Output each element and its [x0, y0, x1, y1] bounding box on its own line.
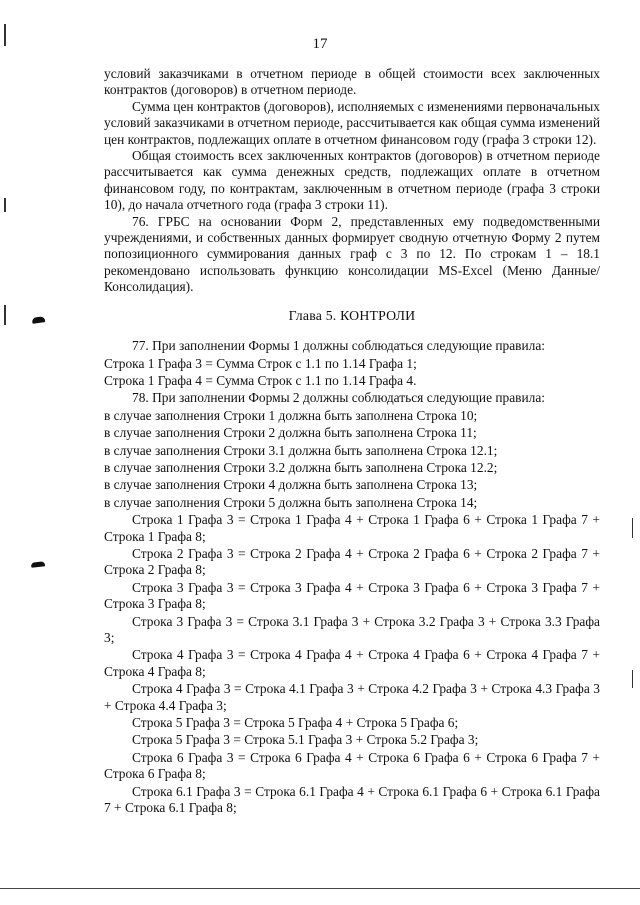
scan-edge-mark: [4, 198, 6, 212]
paragraph-total-cost: Общая стоимость всех заключенных контрактов (договоров) в отчетном периоде рассчитывается как сумма денежных средств, подлежащих оплате в отчетном финансовом году, по контрактам, заключенным в отчетном периоде (графа 3 строки 10), до начала отчетного года (графа 3 строки 11).: [104, 148, 600, 213]
rule-line: в случае заполнения Строки 3.1 должна быть заполнена Строка 12.1;: [104, 442, 498, 458]
chapter-heading: Глава 5. КОНТРОЛИ: [288, 307, 416, 323]
paragraph-contract-changes: Сумма цен контрактов (договоров), исполняемых с изменениями первоначальных условий заказчиками в отчетном периоде, рассчитывается как общая сумма изменений цен контрактов, подлежащих оплате в отчетном финансовом году (графа 3 строки 12).: [104, 98, 600, 147]
rule-line: в случае заполнения Строки 3.2 должна быть заполнена Строка 12.2;: [104, 459, 498, 475]
rule-line: Строка 2 Графа 3 = Строка 2 Графа 4 + Строка 2 Графа 6 + Строка 2 Графа 7 + Строка 2 Графа 8;: [104, 545, 600, 578]
rule-line: Строка 6 Графа 3 = Строка 6 Графа 4 + Строка 6 Графа 6 + Строка 6 Графа 7 + Строка 6 Графа 8;: [104, 749, 600, 782]
rule-line: в случае заполнения Строки 5 должна быть заполнена Строка 14;: [104, 494, 478, 510]
paragraph-grbs-consolidation: 76. ГРБС на основании Форм 2, представленных ему подведомственными учреждениями, и собственных данных формирует сводную отчетную Форму 2 путем попозиционного суммирования данных граф с 3 по 12. По строкам 1 – 18.1 рекомендовано использовать функцию консолидации MS-Excel (Меню Данные/Консолидация).: [104, 213, 600, 295]
scan-edge-mark: [632, 518, 633, 538]
rule-line: Строка 1 Графа 4 = Сумма Строк с 1.1 по 1.14 Графа 4.: [104, 372, 417, 388]
rule-line: Строка 3 Графа 3 = Строка 3.1 Графа 3 + Строка 3.2 Графа 3 + Строка 3.3 Графа 3;: [104, 613, 600, 645]
scan-edge-mark: [4, 24, 6, 46]
scan-edge-mark: [4, 305, 6, 325]
rule-line: в случае заполнения Строки 2 должна быть заполнена Строка 11;: [104, 425, 477, 441]
rule-line: в случае заполнения Строки 1 должна быть заполнена Строка 10;: [104, 407, 478, 423]
scan-edge-mark: [632, 670, 633, 688]
scan-artifact-mark: [31, 561, 45, 567]
rule-line: Строка 4 Графа 3 = Строка 4.1 Графа 3 + Строка 4.2 Графа 3 + Строка 4.3 Графа 3 + Строка 4.4 Графа 3;: [104, 681, 600, 713]
rules-list: [104, 338, 600, 816]
scan-bottom-edge: [0, 888, 640, 889]
rule-line: 77. При заполнении Формы 1 должны соблюдаться следующие правила:: [132, 338, 546, 354]
document-body: [104, 66, 600, 816]
rule-line: Строка 5 Графа 3 = Строка 5 Графа 4 + Строка 5 Графа 6;: [132, 715, 459, 731]
rule-line: Строка 3 Графа 3 = Строка 3 Графа 4 + Строка 3 Графа 6 + Строка 3 Графа 7 + Строка 3 Графа 8;: [104, 579, 600, 612]
rule-line: Строка 1 Графа 3 = Сумма Строк с 1.1 по 1.14 Графа 1;: [104, 355, 417, 371]
page-number: 17: [312, 36, 328, 52]
rule-line: Строка 1 Графа 3 = Строка 1 Графа 4 + Строка 1 Графа 6 + Строка 1 Графа 7 + Строка 1 Графа 8;: [104, 512, 600, 544]
paragraph-continued: условий заказчиками в отчетном периоде в общей стоимости всех заключенных контрактов (договоров) в отчетном периоде.: [104, 66, 600, 98]
rule-line: Строка 4 Графа 3 = Строка 4 Графа 4 + Строка 4 Графа 6 + Строка 4 Графа 7 + Строка 4 Графа 8;: [104, 647, 600, 679]
scan-artifact-mark: [32, 316, 46, 324]
rule-line: Строка 5 Графа 3 = Строка 5.1 Графа 3 + Строка 5.2 Графа 3;: [132, 732, 479, 748]
rule-line: 78. При заполнении Формы 2 должны соблюдаться следующие правила:: [132, 390, 546, 406]
rule-line: в случае заполнения Строки 4 должна быть заполнена Строка 13;: [104, 477, 478, 493]
rule-line: Строка 6.1 Графа 3 = Строка 6.1 Графа 4 + Строка 6.1 Графа 6 + Строка 6.1 Графа 7 + Строка 6.1 Графа 8;: [104, 783, 600, 816]
